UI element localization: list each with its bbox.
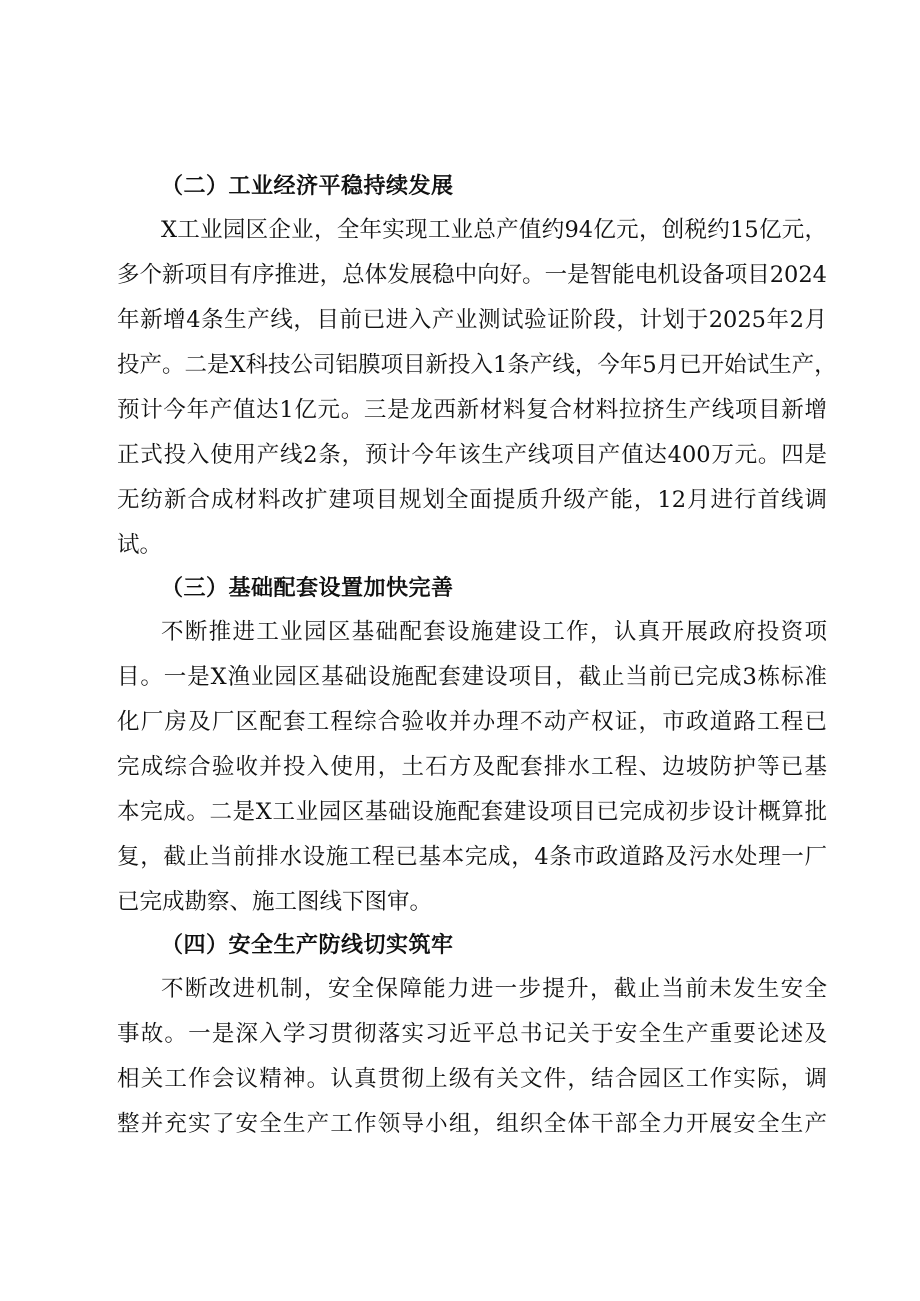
text-line: 不断推进工业园区基础配套设施建设工作，认真开展政府投资项 <box>161 619 827 645</box>
text-line: 目。一是X渔业园区基础设施配套建设项目，截止当前已完成3栋标准 <box>117 664 827 690</box>
text-line: 年新增4条生产线，目前已进入产业测试验证阶段，计划于2025年2月 <box>117 307 827 333</box>
text-line: 多个新项目有序推进，总体发展稳中向好。一是智能电机设备项目2024 <box>117 262 827 288</box>
text-line: 投产。二是X科技公司铝膜项目新投入1条产线，今年5月已开始试生产， <box>117 352 837 378</box>
text-line: 本完成。二是X工业园区基础设施配套建设项目已完成初步设计概算批 <box>117 799 827 825</box>
text-line: 试。 <box>117 532 163 558</box>
document-page <box>117 166 837 1147</box>
text-line: 预计今年产值达1亿元。三是龙西新材料复合材料拉挤生产线项目新增 <box>117 397 827 423</box>
paragraph-safety-production <box>117 967 827 1147</box>
text-line: X工业园区企业，全年实现工业总产值约94亿元，创税约15亿元， <box>161 217 827 243</box>
paragraph-infrastructure <box>117 610 827 925</box>
section-heading-safety-production: （四）安全生产防线切实筑牢 <box>161 933 454 958</box>
text-line: 正式投入使用产线2条，预计今年该生产线项目产值达400万元。四是 <box>117 442 827 468</box>
section-heading-industrial-economy: （二）工业经济平稳持续发展 <box>161 174 454 199</box>
text-line: 无纺新合成材料改扩建项目规划全面提质升级产能，12月进行首线调 <box>117 487 827 513</box>
text-line: 不断改进机制，安全保障能力进一步提升，截止当前未发生安全 <box>161 976 827 1002</box>
text-line: 相关工作会议精神。认真贯彻上级有关文件，结合园区工作实际，调 <box>117 1066 827 1092</box>
text-line: 复，截止当前排水设施工程已基本完成，4条市政道路及污水处理一厂 <box>117 844 827 870</box>
text-line: 完成综合验收并投入使用，土石方及配套排水工程、边坡防护等已基 <box>117 754 827 780</box>
text-line: 整并充实了安全生产工作领导小组，组织全体干部全力开展安全生产 <box>117 1111 827 1137</box>
text-line: 事故。一是深入学习贯彻落实习近平总书记关于安全生产重要论述及 <box>117 1021 827 1047</box>
section-heading-infrastructure: （三）基础配套设置加快完善 <box>161 576 454 601</box>
text-line: 已完成勘察、施工图线下图审。 <box>117 889 433 915</box>
text-line: 化厂房及厂区配套工程综合验收并办理不动产权证，市政道路工程已 <box>117 709 827 735</box>
paragraph-industrial-economy <box>117 208 837 568</box>
